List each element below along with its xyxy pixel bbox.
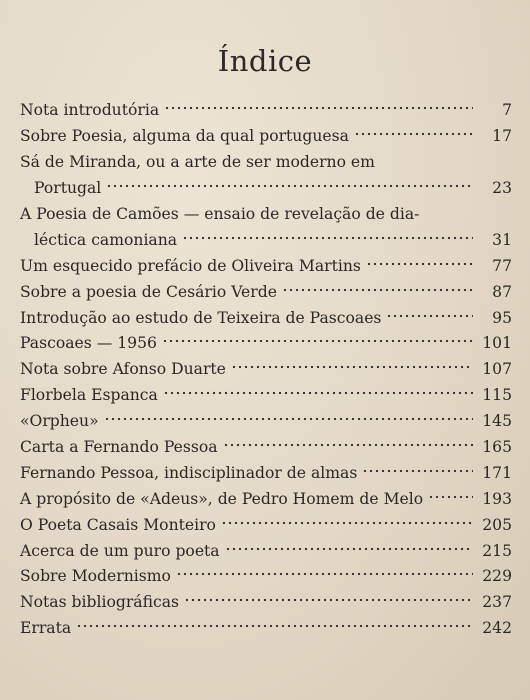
toc-entry-page: 95	[492, 308, 512, 327]
toc-entry	[20, 124, 512, 150]
toc-entry-title: Pascoaes — 1956	[20, 334, 157, 353]
dot-leader	[164, 104, 473, 112]
toc-entry-page: 7	[502, 101, 512, 119]
toc-entry-page: 193	[482, 489, 512, 508]
toc-entry-page: 115	[482, 386, 512, 405]
toc-entry-page: 205	[482, 515, 512, 534]
toc-entry-title: Nota sobre Afonso Duarte	[20, 360, 226, 379]
dot-leader	[104, 415, 473, 423]
dot-leader	[182, 234, 473, 242]
toc-entry-title: Carta a Fernando Pessoa	[20, 438, 218, 457]
toc-entry-title: Introdução ao estudo de Teixeira de Pascoaes	[20, 308, 382, 327]
toc-entry	[20, 202, 512, 254]
toc-entry-title: Portugal	[34, 178, 102, 197]
table-of-contents	[20, 98, 512, 642]
toc-entry	[20, 513, 512, 539]
toc-entry-title-line1: A Poesia de Camões — ensaio de revelação de dia-	[20, 204, 420, 223]
toc-entry	[20, 254, 512, 280]
dot-leader	[366, 260, 473, 268]
toc-entry-title: Sobre a poesia de Cesário Verde	[20, 282, 277, 301]
dot-leader	[231, 363, 473, 371]
dot-leader	[162, 337, 473, 345]
toc-entry-page: 107	[482, 360, 512, 379]
toc-entry-page: 87	[492, 282, 512, 301]
toc-entry-title: Sobre Modernismo	[20, 567, 171, 586]
toc-entry	[20, 357, 512, 383]
toc-entry-title: Acerca de um puro poeta	[20, 541, 220, 560]
toc-entry-title: Fernando Pessoa, indisciplinador de almas	[20, 463, 358, 482]
dot-leader	[362, 467, 473, 475]
toc-entry-title: A propósito de «Adeus», de Pedro Homem de Melo	[20, 489, 424, 508]
dot-leader	[176, 570, 473, 578]
toc-entry-page: 237	[482, 593, 512, 612]
toc-entry	[20, 280, 512, 306]
toc-entry	[20, 616, 512, 642]
dot-leader	[354, 130, 473, 138]
toc-entry-page: 229	[482, 567, 512, 586]
page-title: Índice	[217, 44, 313, 78]
toc-entry-title: Notas bibliográficas	[20, 593, 180, 612]
toc-entry	[20, 98, 512, 124]
dot-leader	[184, 596, 473, 604]
toc-entry-page: 171	[482, 463, 512, 482]
toc-entry	[20, 539, 512, 565]
toc-entry	[20, 150, 512, 202]
toc-entry	[20, 590, 512, 616]
toc-entry-title: Sobre Poesia, alguma da qual portuguesa	[20, 126, 349, 145]
toc-entry	[20, 564, 512, 590]
dot-leader	[76, 622, 473, 630]
dot-leader	[386, 312, 473, 320]
toc-entry-title: O Poeta Casais Monteiro	[20, 515, 216, 534]
toc-entry-title-line1: Sá de Miranda, ou a arte de ser moderno em	[20, 152, 375, 171]
toc-entry-title: Florbela Espanca	[20, 386, 158, 405]
toc-entry	[20, 461, 512, 487]
dot-leader	[282, 286, 473, 294]
dot-leader	[163, 389, 473, 397]
toc-entry	[20, 487, 512, 513]
toc-entry-page: 215	[482, 541, 512, 560]
toc-entry	[20, 409, 512, 435]
toc-entry	[20, 306, 512, 332]
toc-entry-title: Um esquecido prefácio de Oliveira Martins	[20, 256, 361, 275]
toc-entry-page: 31	[492, 230, 512, 249]
toc-entry-page: 242	[482, 619, 512, 638]
toc-entry-page: 23	[492, 178, 512, 197]
toc-entry-title: léctica camoniana	[34, 230, 178, 249]
toc-entry	[20, 435, 512, 461]
toc-entry-page: 165	[482, 438, 512, 457]
dot-leader	[223, 441, 473, 449]
dot-leader	[225, 545, 473, 553]
toc-entry-page: 17	[492, 126, 512, 145]
toc-entry	[20, 331, 512, 357]
toc-entry-title: «Orpheu»	[20, 412, 99, 431]
toc-entry-page: 101	[482, 334, 512, 353]
toc-entry-page: 77	[492, 256, 512, 275]
toc-entry-title: Errata	[20, 619, 72, 638]
dot-leader	[106, 182, 473, 190]
dot-leader	[428, 493, 473, 501]
toc-entry-page: 145	[482, 412, 512, 431]
dot-leader	[221, 519, 473, 527]
toc-entry	[20, 383, 512, 409]
toc-entry-title: Nota introdutória	[20, 101, 160, 119]
